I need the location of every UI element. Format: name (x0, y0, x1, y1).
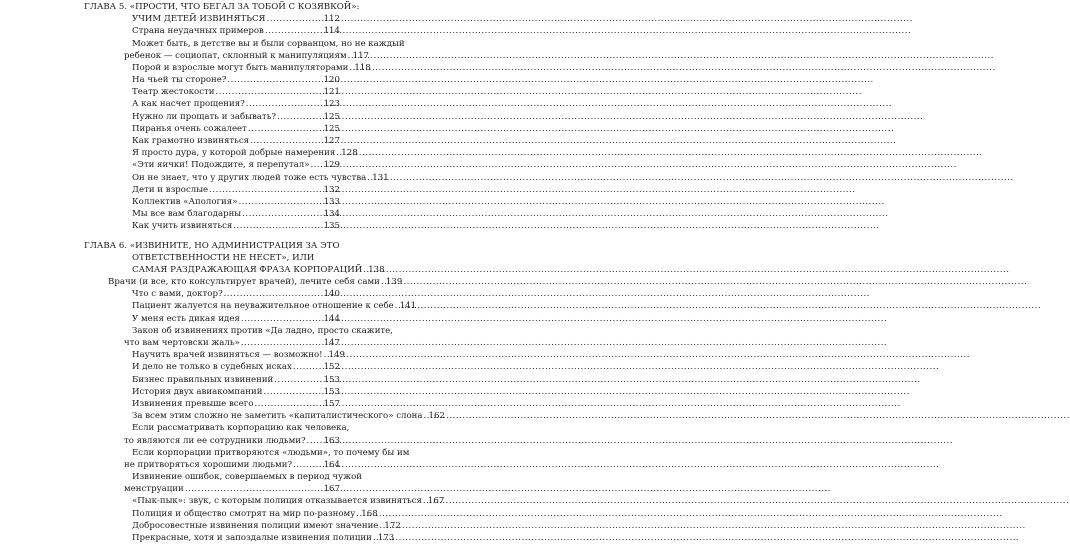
dot-leader (248, 123, 323, 135)
toc-entry (84, 135, 340, 147)
dot-leader (293, 361, 323, 373)
toc-entry (84, 288, 340, 300)
toc-entry (84, 196, 340, 208)
toc-entry-title: Полиция и общество смотрят на мир по-разному (132, 508, 356, 519)
toc-entry (84, 301, 417, 313)
toc-entry (84, 25, 340, 37)
dot-leader (250, 135, 323, 147)
page-number: 117 (352, 50, 370, 61)
toc-entry (84, 252, 340, 264)
toc-entry-title: «Пык-пык»: звук, с которым полиция отказывается извиняться (132, 496, 422, 507)
dot-leader (395, 300, 399, 312)
toc-entry-title: А как насчет прощения? (132, 99, 245, 110)
toc-entry (84, 264, 385, 276)
toc-entry (84, 422, 350, 434)
toc-entry-title: ГЛАВА 6. «ИЗВИНИТЕ, НО АДМИНИСТРАЦИЯ ЗА ЭТО (84, 240, 340, 251)
dot-leader (263, 386, 322, 398)
toc-entry-title: Он не знает, что у других людей тоже есть чувства (132, 172, 367, 183)
dot-leader (267, 13, 323, 25)
dot-leader (265, 25, 323, 37)
toc-entry-title: Нужно ли прощать и забывать? (132, 111, 276, 122)
dot-leader (367, 172, 371, 184)
toc-entry-title: САМАЯ РАЗДРАЖАЮЩАЯ ФРАЗА КОРПОРАЦИЙ (132, 264, 363, 275)
page-number: 127 (323, 136, 340, 147)
toc-entry-title: Дети и взрослые (132, 184, 209, 195)
page-number: 163 (323, 435, 340, 446)
page-number: 167 (323, 484, 340, 495)
page-number: 120 (323, 75, 340, 86)
toc-entry-title: ГЛАВА 5. «ПРОСТИ, ЧТО БЕГАЛ ЗА ТОБОЙ С КОЗЯВКОЙ»: (84, 1, 360, 12)
page-number: 173 (377, 533, 395, 544)
toc-entry-title: ОТВЕТСТВЕННОСТИ НЕ НЕСЕТ», ИЛИ (132, 252, 315, 263)
page-number: 167 (427, 496, 445, 507)
dot-leader (356, 508, 360, 520)
page-number: 138 (368, 264, 385, 275)
toc-entry-title: У меня есть дикая идея (132, 313, 240, 324)
page-number: 114 (323, 26, 340, 37)
toc-entry (84, 508, 378, 520)
dot-leader (241, 337, 323, 349)
page-number: 157 (323, 398, 340, 409)
toc-entry-title: что вам чертовски жаль» (124, 338, 240, 349)
page-number: 140 (323, 289, 340, 300)
dot-leader (227, 74, 322, 86)
toc-entry (84, 99, 340, 111)
page-number: 149 (328, 350, 346, 361)
toc-entry (84, 325, 393, 337)
toc-entry-title: На чьей ты стороне? (132, 75, 227, 86)
toc-entry-title: Закон об извинениях против «Да ладно, просто скажите, (132, 325, 393, 336)
toc-entry-title: Научить врачей извиняться — возможно! (132, 350, 323, 361)
toc-entry (84, 398, 340, 410)
toc-entry-title: Если корпорации притворяются «людьми», то почему бы им (132, 447, 410, 458)
toc-entry-title: Пациент жалуется на неуважительное отношение к себе (132, 301, 394, 312)
page-number: 168 (361, 508, 378, 519)
chapter-heading (84, 240, 340, 252)
toc-entry (84, 410, 445, 422)
toc-entry-title: Что с вами, доктор? (132, 289, 223, 300)
toc-entry (84, 313, 340, 325)
dot-leader (424, 410, 428, 422)
dot-leader (254, 398, 322, 410)
toc-entry-title: Может быть, в детстве вы и были сорванцом, но не каждый (132, 38, 405, 49)
dot-leader (310, 159, 322, 171)
toc-entry-title: Прекрасные, хотя и запоздалые извинения полиции (132, 533, 372, 544)
toc-entry-title: Пиранья очень сожалеет (132, 123, 247, 134)
page-number: 153 (323, 386, 340, 397)
page-number: 147 (323, 338, 340, 349)
dot-leader (242, 208, 322, 220)
page-number: 153 (323, 374, 340, 385)
dot-leader (373, 532, 377, 544)
toc-entry (84, 62, 371, 74)
page-number: 132 (323, 184, 340, 195)
page-number: 129 (323, 160, 340, 171)
toc-entry (84, 447, 410, 459)
toc-entry (84, 520, 401, 532)
toc-entry-title: менструации (124, 484, 184, 495)
dot-leader (307, 435, 323, 447)
toc-entry (84, 483, 340, 495)
chapter-heading (84, 1, 360, 13)
toc-entry (84, 172, 389, 184)
toc-entry-title: И дело не только в судебных исках (132, 362, 292, 373)
toc-entry-title: Как грамотно извиняться (132, 136, 250, 147)
toc-entry-title: Добросовестные извинения полиции имеют значение (132, 520, 379, 531)
dot-leader (423, 495, 427, 507)
toc-entry (84, 74, 340, 86)
page-number: 141 (399, 301, 417, 312)
toc-entry (84, 147, 358, 159)
toc-entry (84, 123, 340, 135)
page-number: 164 (323, 459, 340, 470)
toc-entry (84, 13, 340, 25)
toc-entry (84, 38, 405, 50)
page-number: 172 (384, 520, 401, 531)
toc-entry-title: Театр жестокости (132, 87, 215, 98)
toc-entry (84, 337, 340, 349)
toc-entry (84, 532, 395, 544)
toc-entry-title: Как учить извиняться (132, 221, 233, 232)
dot-leader (274, 374, 322, 386)
toc-entry-title: За всем этим сложно не заметить «капиталистического» слона (132, 411, 423, 422)
toc-entry-title: Извинения превыше всего (132, 398, 254, 409)
toc-entry-title: «Эти яички! Подождите, я перепутал» (132, 160, 310, 171)
toc-entry (84, 276, 403, 288)
page-number: 139 (385, 277, 403, 288)
toc-entry-title: УЧИМ ДЕТЕЙ ИЗВИНЯТЬСЯ (132, 14, 266, 25)
toc-entry-title: Порой и взрослые могут быть манипуляторами (132, 62, 349, 73)
dot-leader (324, 349, 328, 361)
toc-entry (84, 184, 340, 196)
page-number: 152 (323, 362, 340, 373)
page-number: 125 (323, 111, 340, 122)
page-number: 144 (323, 313, 340, 324)
toc-entry-title: Бизнес правильных извинений (132, 374, 274, 385)
page-number: 162 (428, 411, 445, 422)
toc-entry-title: Извинение ошибок, совершаемых в период чужой (132, 472, 362, 483)
toc-entry (84, 471, 362, 483)
page-number: 133 (323, 196, 340, 207)
page-number: 125 (323, 123, 340, 134)
toc-entry (84, 86, 340, 98)
table-of-contents (84, 1, 445, 544)
dot-leader (224, 288, 323, 300)
toc-entry-title: Коллектив «Апология» (132, 196, 238, 207)
dot-leader (209, 184, 322, 196)
dot-leader (363, 264, 367, 276)
toc-entry-title: Если рассматривать корпорацию как человека, (132, 423, 350, 434)
page-number: 134 (323, 209, 340, 220)
page-number: 123 (323, 99, 340, 110)
dot-leader (238, 196, 322, 208)
dot-leader (233, 220, 322, 232)
dot-leader (216, 86, 323, 98)
toc-entry-title: ребенок — социопат, склонный к манипуляциям (124, 50, 347, 61)
toc-entry (84, 386, 340, 398)
dot-leader (349, 62, 353, 74)
page-number: 128 (341, 148, 358, 159)
page-number: 118 (354, 62, 371, 73)
toc-entry (84, 459, 340, 471)
toc-entry (84, 111, 340, 123)
page-number: 112 (323, 14, 340, 25)
toc-entry (84, 496, 445, 508)
dot-leader (379, 520, 383, 532)
dot-leader (336, 147, 340, 159)
dot-leader (241, 313, 323, 325)
toc-entry (84, 361, 340, 373)
toc-entry-title: Я просто дура, у которой добрые намерения (132, 148, 336, 159)
dot-leader (246, 98, 323, 110)
toc-entry-title: Мы все вам благодарны (132, 209, 242, 220)
dot-leader (381, 276, 385, 288)
toc-entry (84, 435, 340, 447)
dot-leader (293, 459, 323, 471)
toc-entry (84, 208, 340, 220)
toc-entry-title: История двух авиакомпаний (132, 386, 263, 397)
toc-entry-title: Врачи (и все, кто консультирует врачей), лечите себя сами (108, 277, 380, 288)
toc-entry (84, 220, 340, 232)
toc-entry-title: не притворяться хорошими людьми? (124, 459, 293, 470)
toc-entry-title: Страна неудачных примеров (132, 26, 264, 37)
toc-entry (84, 159, 340, 171)
toc-entry (84, 374, 340, 386)
dot-leader (348, 50, 352, 62)
page-number: 131 (372, 172, 389, 183)
dot-leader (277, 111, 323, 123)
page-number: 135 (323, 221, 340, 232)
page-number: 121 (323, 87, 340, 98)
dot-leader (185, 483, 323, 495)
toc-entry (84, 349, 346, 361)
toc-entry (84, 50, 370, 62)
toc-entry-title: то являются ли ее сотрудники людьми? (124, 435, 306, 446)
